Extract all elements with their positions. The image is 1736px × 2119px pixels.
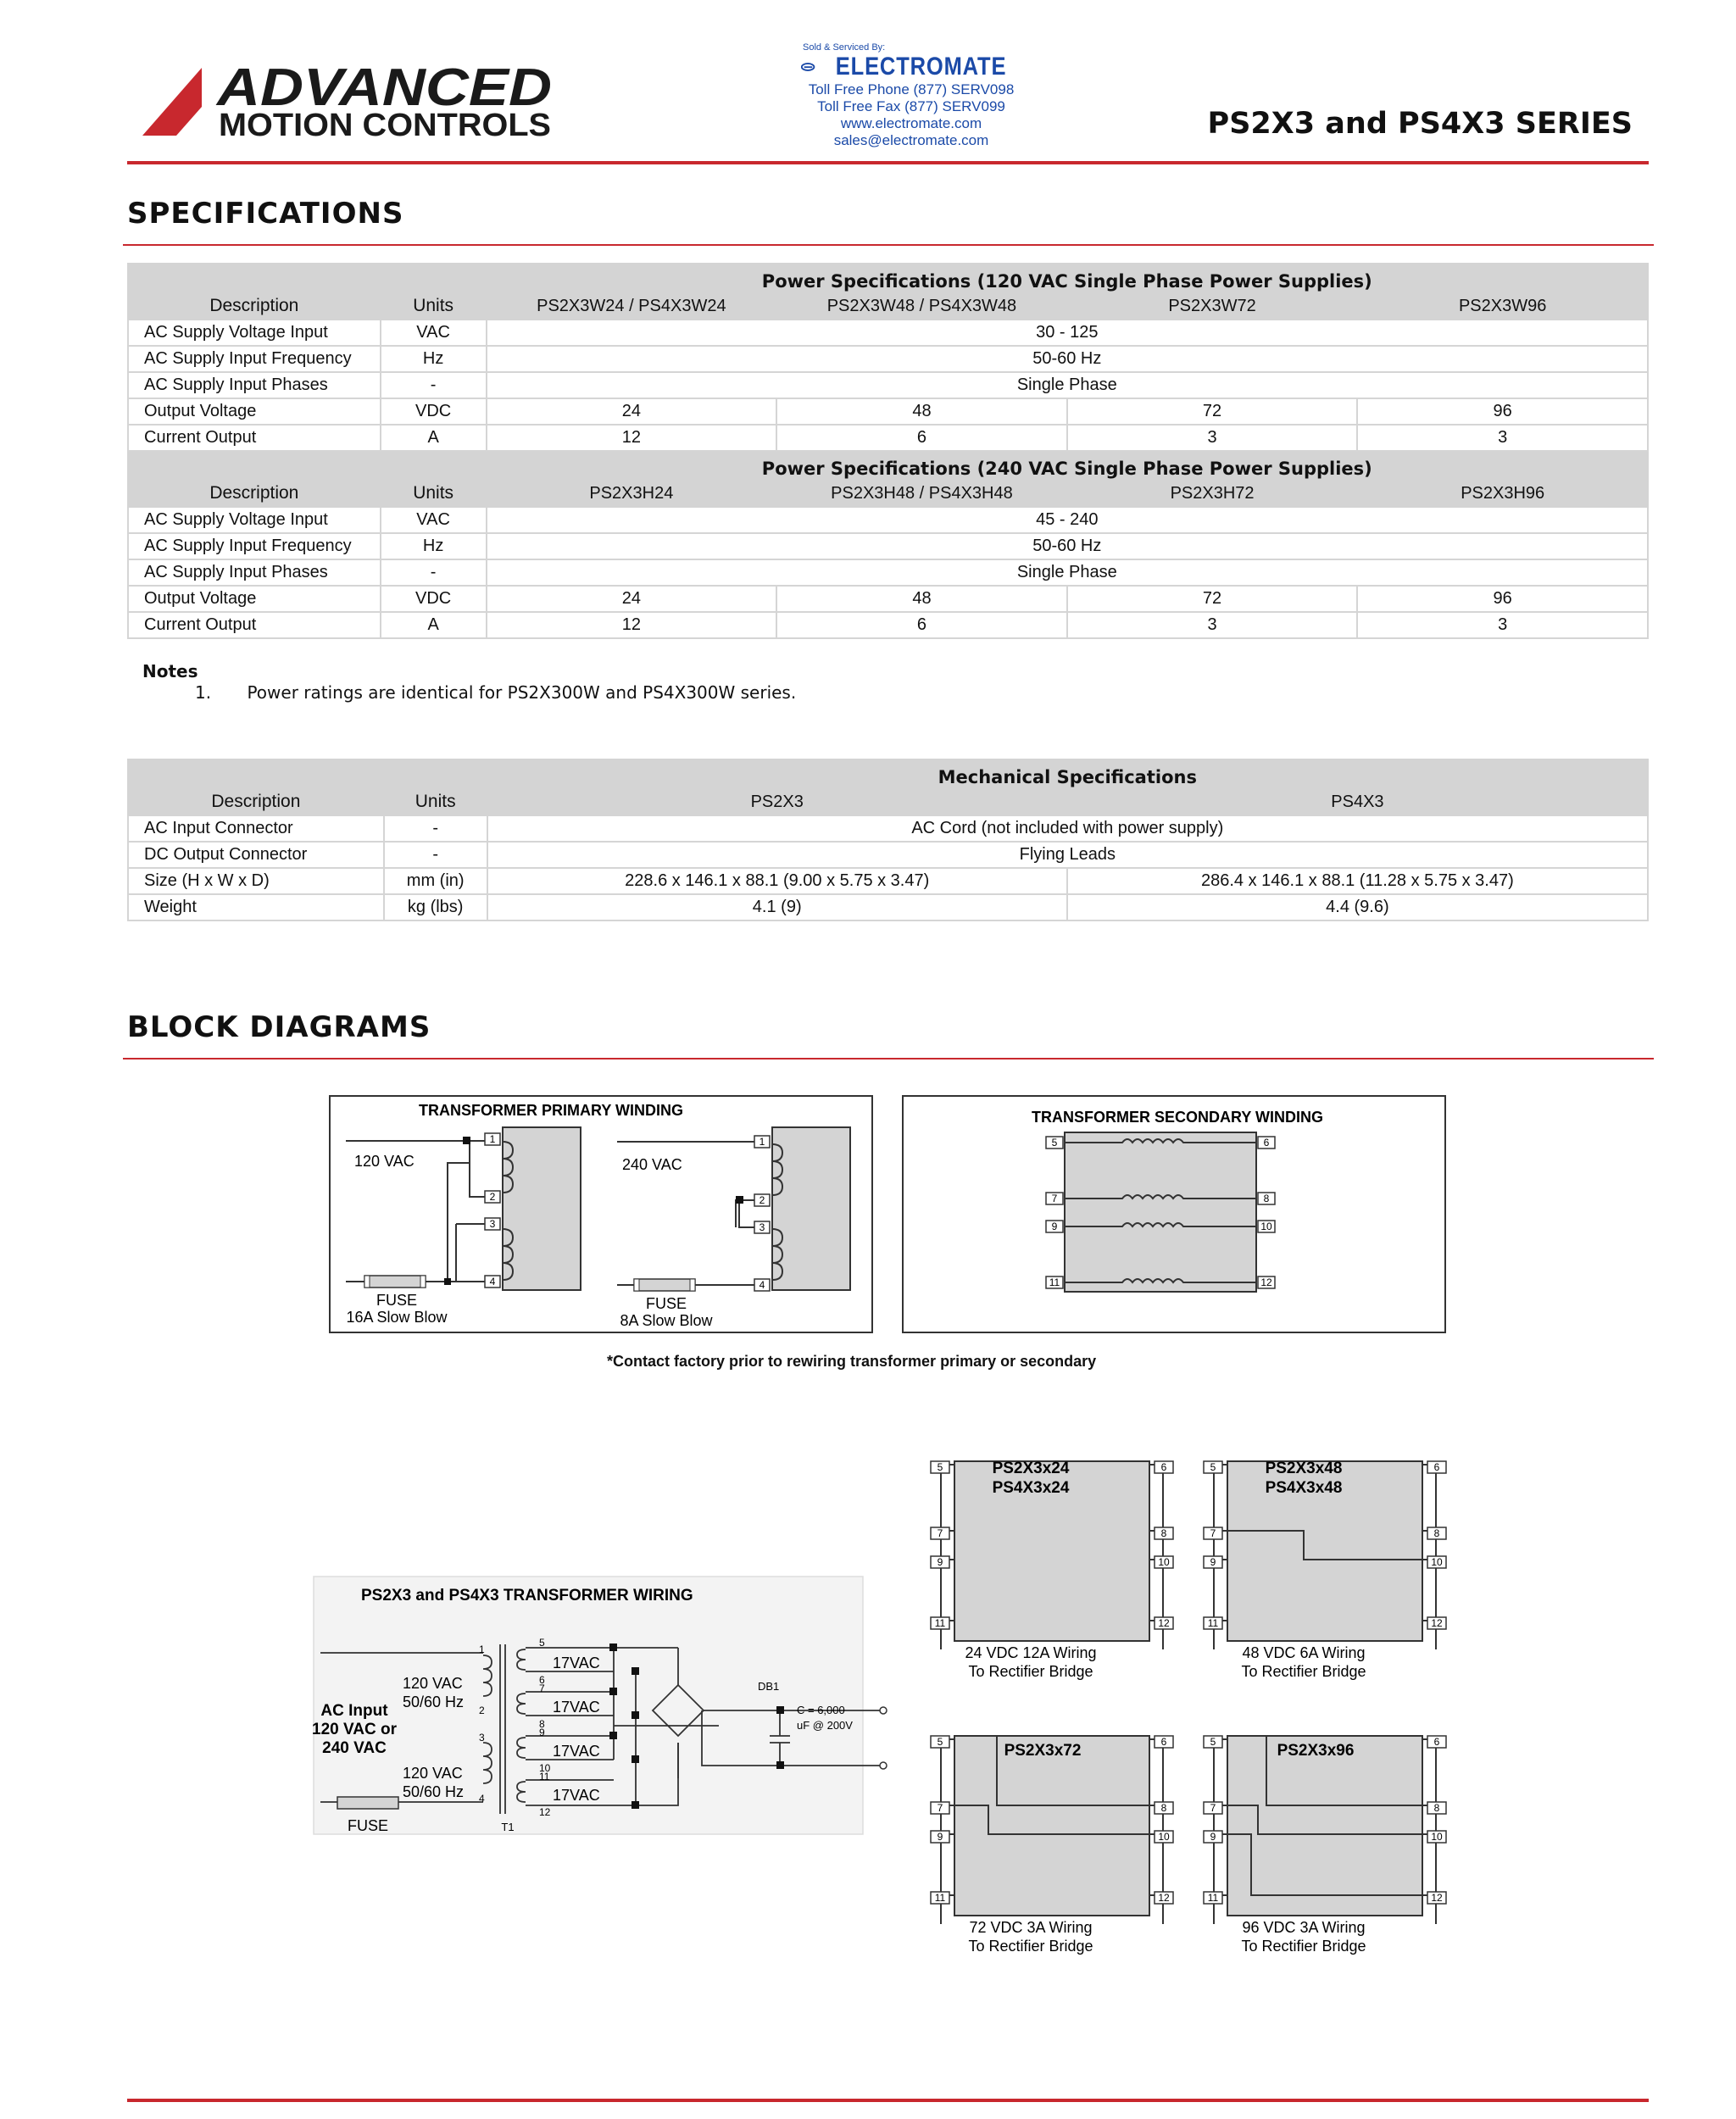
table-row: AC Supply Voltage Input VAC 45 - 240 [128, 507, 1648, 533]
pin-label: 8 [1433, 1527, 1440, 1539]
pin-label: 2 [479, 1705, 485, 1716]
transformer-label: T1 [501, 1821, 515, 1833]
box-caption: To Rectifier Bridge [968, 1938, 1093, 1955]
label-120vac: 120 VAC [354, 1153, 415, 1170]
distributor-email[interactable]: sales@electromate.com [833, 132, 989, 148]
fuse-8a-label: 8A Slow Blow [620, 1312, 713, 1329]
table-row: Weight kg (lbs) 4.1 (9) 4.4 (9.6) [128, 894, 1648, 920]
secondary-voltage: 17VAC [553, 1655, 600, 1671]
pin-label: 5 [539, 1637, 545, 1649]
footer-rule [127, 2099, 1649, 2102]
secondary-winding-diagram [902, 1095, 1446, 1334]
table-row: AC Input Connector - AC Cord (not included with power supply) [128, 815, 1648, 842]
pin-label: 9 [1210, 1556, 1216, 1568]
capacitor-label: uF @ 200V [797, 1719, 853, 1732]
table-row: Output Voltage VDC 24 48 72 96 [128, 398, 1648, 425]
col-header-model: PS2X3 [487, 788, 1067, 815]
col-header-description: Description [128, 788, 384, 815]
capacitor-label: C = 6,000 [797, 1704, 845, 1716]
table-row: Output Voltage VDC 24 48 72 96 [128, 586, 1648, 612]
box-caption: To Rectifier Bridge [1241, 1663, 1366, 1680]
power-120-table [127, 263, 1649, 639]
notes-block [142, 661, 198, 681]
pin-label: 4 [489, 1276, 496, 1288]
note-number: 1. [195, 682, 212, 703]
table-row: AC Supply Input Frequency Hz 50-60 Hz [128, 346, 1648, 372]
pin-label: 7 [937, 1802, 943, 1814]
col-header-units: Units [381, 292, 487, 320]
section-title-specifications: SPECIFICATIONS [127, 197, 404, 231]
section-title-block-diagrams: BLOCK DIAGRAMS [127, 1010, 431, 1044]
box-caption: 72 VDC 3A Wiring [969, 1919, 1093, 1936]
pin-label: 10 [1158, 1831, 1170, 1843]
pin-label: 10 [1431, 1831, 1443, 1843]
table-row: AC Supply Input Frequency Hz 50-60 Hz [128, 533, 1648, 559]
box-model: PS2X3x48 [1265, 1460, 1343, 1477]
pin-label: 8 [539, 1718, 545, 1730]
table-row: DC Output Connector - Flying Leads [128, 842, 1648, 868]
col-header-units: Units [381, 480, 487, 507]
pin-label: 12 [1431, 1617, 1443, 1629]
table-row: AC Supply Voltage Input VAC 30 - 125 [128, 320, 1648, 346]
primary-voltage: 120 VAC [403, 1765, 463, 1782]
primary-title: TRANSFORMER PRIMARY WINDING [419, 1102, 683, 1119]
pin-label: 3 [489, 1218, 496, 1230]
primary-frequency: 50/60 Hz [403, 1783, 465, 1800]
pin-label: 6 [1263, 1137, 1270, 1148]
pin-label: 10 [539, 1762, 551, 1774]
pin-label: 1 [489, 1133, 496, 1145]
pin-label: 8 [1263, 1193, 1270, 1204]
pin-label: 7 [1210, 1802, 1216, 1814]
table-row: AC Supply Input Phases - Single Phase [128, 559, 1648, 586]
pin-label: 5 [1210, 1461, 1216, 1473]
box-model: PS2X3x72 [1004, 1742, 1082, 1760]
pin-label: 10 [1431, 1556, 1443, 1568]
distributor-website[interactable]: www.electromate.com [840, 115, 982, 131]
pin-label: 7 [937, 1527, 943, 1539]
logo-text-advanced: ADVANCED [214, 64, 552, 117]
pin-label: 6 [1160, 1461, 1167, 1473]
pin-label: 10 [1158, 1556, 1170, 1568]
section-rule-specs [123, 244, 1654, 246]
mechanical-table [127, 759, 1649, 921]
pin-label: 5 [937, 1736, 943, 1748]
box-caption: To Rectifier Bridge [1241, 1938, 1366, 1955]
pin-label: 7 [1051, 1193, 1058, 1204]
col-header-description: Description [128, 292, 381, 320]
pin-label: 11 [539, 1771, 550, 1783]
pin-label: 9 [1051, 1221, 1058, 1232]
col-header-model: PS4X3 [1067, 788, 1648, 815]
power-120-title: Power Specifications (120 VAC Single Phase Power Supplies) [487, 264, 1648, 292]
logo-text-motion-controls: MOTION CONTROLS [219, 108, 551, 141]
wiring-box-48v [1202, 1454, 1448, 1683]
fuse-16a-label: 16A Slow Blow [346, 1309, 448, 1326]
table-row: Current Output A 12 6 3 3 [128, 612, 1648, 638]
pin-label: 11 [1049, 1276, 1060, 1288]
table-row: Current Output A 12 6 3 3 [128, 425, 1648, 451]
distributor-sold-label: Sold & Serviced By: [803, 42, 886, 53]
col-header-model: PS2X3W96 [1357, 292, 1648, 320]
pin-label: 12 [539, 1806, 551, 1818]
pin-label: 6 [1160, 1736, 1167, 1748]
col-header-model: PS2X3H48 / PS4X3H48 [776, 480, 1067, 507]
series-title: PS2X3 and PS4X3 SERIES [1207, 107, 1633, 141]
bridge-label: DB1 [758, 1680, 780, 1693]
pin-label: 7 [539, 1682, 545, 1694]
pin-label: 8 [1433, 1802, 1440, 1814]
distributor-fax: Toll Free Fax (877) SERV099 [817, 98, 1005, 114]
pin-label: 9 [1210, 1831, 1216, 1843]
company-logo [142, 64, 566, 141]
col-header-model: PS2X3H96 [1357, 480, 1648, 507]
pin-label: 11 [934, 1892, 946, 1904]
pin-label: 12 [1158, 1617, 1170, 1629]
note-text: Power ratings are identical for PS2X300W and PS4X300W series. [247, 682, 797, 703]
mechanical-title: Mechanical Specifications [487, 759, 1648, 788]
secondary-voltage: 17VAC [553, 1699, 600, 1716]
pin-label: 4 [759, 1279, 765, 1291]
electromate-swoosh-icon [801, 54, 815, 80]
primary-frequency: 50/60 Hz [403, 1694, 465, 1710]
wiring-box-72v [929, 1729, 1175, 1958]
pin-label: 7 [1210, 1527, 1216, 1539]
primary-winding-diagram [329, 1095, 873, 1334]
pin-label: 5 [937, 1461, 943, 1473]
pin-label: 12 [1158, 1892, 1170, 1904]
wiring-title: PS2X3 and PS4X3 TRANSFORMER WIRING [361, 1587, 693, 1605]
pin-label: 3 [479, 1732, 485, 1744]
pin-label: 11 [1207, 1617, 1219, 1629]
col-header-model: PS2X3W24 / PS4X3W24 [487, 292, 777, 320]
col-header-model: PS2X3W48 / PS4X3W48 [776, 292, 1067, 320]
pin-label: 6 [539, 1674, 545, 1686]
fuse-label: FUSE [347, 1817, 389, 1834]
box-model: PS4X3x24 [992, 1479, 1070, 1497]
distributor-block [801, 42, 1021, 149]
pin-label: 12 [1431, 1892, 1443, 1904]
pin-label: 8 [1160, 1802, 1167, 1814]
pin-label: 3 [759, 1221, 765, 1233]
box-caption: 48 VDC 6A Wiring [1242, 1644, 1366, 1661]
col-header-description: Description [128, 480, 381, 507]
pin-label: 5 [1051, 1137, 1058, 1148]
col-header-model: PS2X3W72 [1067, 292, 1358, 320]
wiring-box-96v [1202, 1729, 1448, 1958]
wiring-box-24v [929, 1454, 1175, 1683]
secondary-voltage: 17VAC [553, 1787, 600, 1804]
pin-label: 6 [1433, 1461, 1440, 1473]
table-row: AC Supply Input Phases - Single Phase [128, 372, 1648, 398]
pin-label: 4 [479, 1793, 485, 1805]
box-model: PS2X3x96 [1277, 1742, 1355, 1760]
pin-label: 8 [1160, 1527, 1167, 1539]
pin-label: 9 [937, 1831, 943, 1843]
distributor-phone: Toll Free Phone (877) SERV098 [808, 81, 1015, 97]
pin-label: 5 [1210, 1736, 1216, 1748]
note-item [195, 682, 796, 703]
box-caption: To Rectifier Bridge [968, 1663, 1093, 1680]
pin-label: 11 [934, 1617, 946, 1629]
pin-label: 6 [1433, 1736, 1440, 1748]
pin-label: 1 [759, 1136, 765, 1148]
col-header-model: PS2X3H24 [487, 480, 777, 507]
pin-label: 2 [759, 1194, 765, 1206]
fuse-label: FUSE [645, 1295, 687, 1312]
box-model: PS2X3x24 [992, 1460, 1070, 1477]
label-240vac: 240 VAC [622, 1156, 682, 1173]
col-header-units: Units [384, 788, 487, 815]
power-240-title: Power Specifications (240 VAC Single Phase Power Supplies) [487, 451, 1648, 480]
ac-input-label: 240 VAC [322, 1739, 387, 1757]
pin-label: 12 [1260, 1276, 1272, 1288]
pin-label: 10 [1260, 1221, 1272, 1232]
box-model: PS4X3x48 [1265, 1479, 1343, 1497]
secondary-title: TRANSFORMER SECONDARY WINDING [1031, 1109, 1324, 1126]
box-caption: 24 VDC 12A Wiring [965, 1644, 1097, 1661]
table-row: Size (H x W x D) mm (in) 228.6 x 146.1 x 88.1 (9.00 x 5.75 x 3.47) 286.4 x 146.1 x 88.1 (11.28 x 5.75 x 3.47) [128, 868, 1648, 894]
notes-label: Notes [142, 661, 198, 681]
secondary-voltage: 17VAC [553, 1743, 600, 1760]
pin-label: 9 [937, 1556, 943, 1568]
distributor-name: ELECTROMATE [801, 53, 1021, 81]
ac-input-label: 120 VAC or [312, 1721, 397, 1738]
fuse-label: FUSE [376, 1292, 418, 1309]
contact-factory-note: *Contact factory prior to rewiring transformer primary or secondary [607, 1353, 1097, 1370]
primary-voltage: 120 VAC [403, 1675, 463, 1692]
pin-label: 11 [1207, 1892, 1219, 1904]
col-header-model: PS2X3H72 [1067, 480, 1358, 507]
pin-label: 1 [479, 1643, 485, 1655]
section-rule-block [123, 1058, 1654, 1060]
box-caption: 96 VDC 3A Wiring [1242, 1919, 1366, 1936]
transformer-wiring-diagram [312, 1575, 893, 1838]
header-rule [127, 161, 1649, 164]
ac-input-label: AC Input [320, 1702, 388, 1720]
pin-label: 9 [539, 1727, 545, 1738]
pin-label: 2 [489, 1191, 496, 1203]
